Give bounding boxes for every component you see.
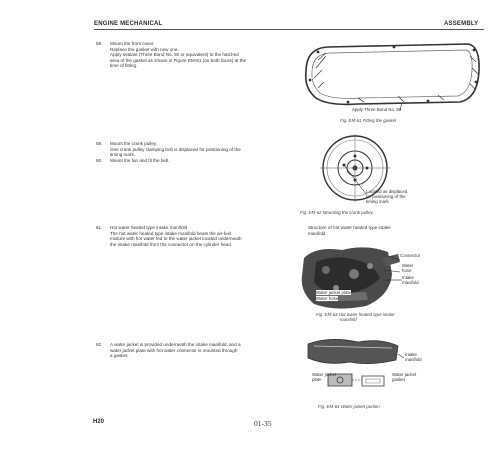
step-number: 61.	[96, 225, 103, 230]
figure-em63-photo	[296, 244, 456, 314]
step-59-text: Mount the crank pulley. One crank pulley clamping bolt is displaced for positioning of the timing mark.	[110, 141, 241, 158]
figure-em63-label-intake-manifold: Intake manifold	[402, 275, 419, 286]
step-60-text: Mount the fan and fit the belt.	[110, 158, 170, 163]
footer-code: H20	[93, 419, 105, 425]
figure-em63-title: Structure of hot water heated type intake manifold	[308, 225, 391, 236]
section-title: ENGINE MECHANICAL	[94, 21, 163, 27]
figure-em64-label-water-jacket-gasket: Water jacket gasket	[392, 372, 417, 383]
step-number: 60.	[96, 158, 103, 163]
figure-em63-label-water-hose: Water hose	[402, 263, 414, 274]
figure-em62-label: Located as displaced for positioning of the timing mark	[366, 189, 408, 205]
figure-em63-label-water-hose-2: Water hose	[316, 296, 339, 301]
figure-em61-drawing	[298, 40, 484, 108]
figure-em61-caption: Fig. EM-61 Fitting the gasket	[340, 118, 397, 123]
header-rule	[94, 29, 484, 30]
step-number: 62.	[96, 342, 103, 347]
step-number: 58.	[96, 41, 103, 46]
figure-em63-label-connector: Connector	[400, 253, 421, 258]
figure-em64-label-intake-manifold: Intake manifold	[405, 352, 422, 363]
figure-em64-drawing	[300, 336, 420, 396]
step-61-text: Hot water heated type intake manifold The hot water heated type intake manifold heats the air-fuel mixture with hot water fed to the water jacket located underneath the intake manifold from the connector on the cylinder head.	[110, 225, 242, 247]
step-62-text: A water jacket is provided underneath the intake manifold, and a water jacket plate with hot water connector is mounted through a gasket.	[110, 342, 241, 359]
figure-em62-caption: Fig. EM-62 Mounting the crank pulley	[300, 210, 373, 215]
figure-em61-label: Apply Three Bond No. 50	[352, 107, 402, 112]
step-number: 59.	[96, 141, 103, 146]
figure-em64-label-water-jacket-plate: Water jacket plate	[312, 372, 337, 383]
section-subtitle: ASSEMBLY	[444, 21, 479, 27]
figure-em63-label-water-jacket-plate: Water jacket plate	[316, 290, 351, 295]
page-number: 01-35	[254, 419, 272, 428]
step-58-text: Mount the front cover. Replace the gasket with new one. Apply sealant (Three Bond No. 50 or equivalent) to the hatched area of the gasket as shown in Figure EM-61 (on both faces) at the time of fitting.	[110, 41, 247, 69]
figure-em63-caption: Fig. EM-63 Hot water heated type intake manifold	[316, 312, 395, 322]
figure-em64-caption: Fig. EM-64 Water jacket portion	[318, 404, 380, 409]
